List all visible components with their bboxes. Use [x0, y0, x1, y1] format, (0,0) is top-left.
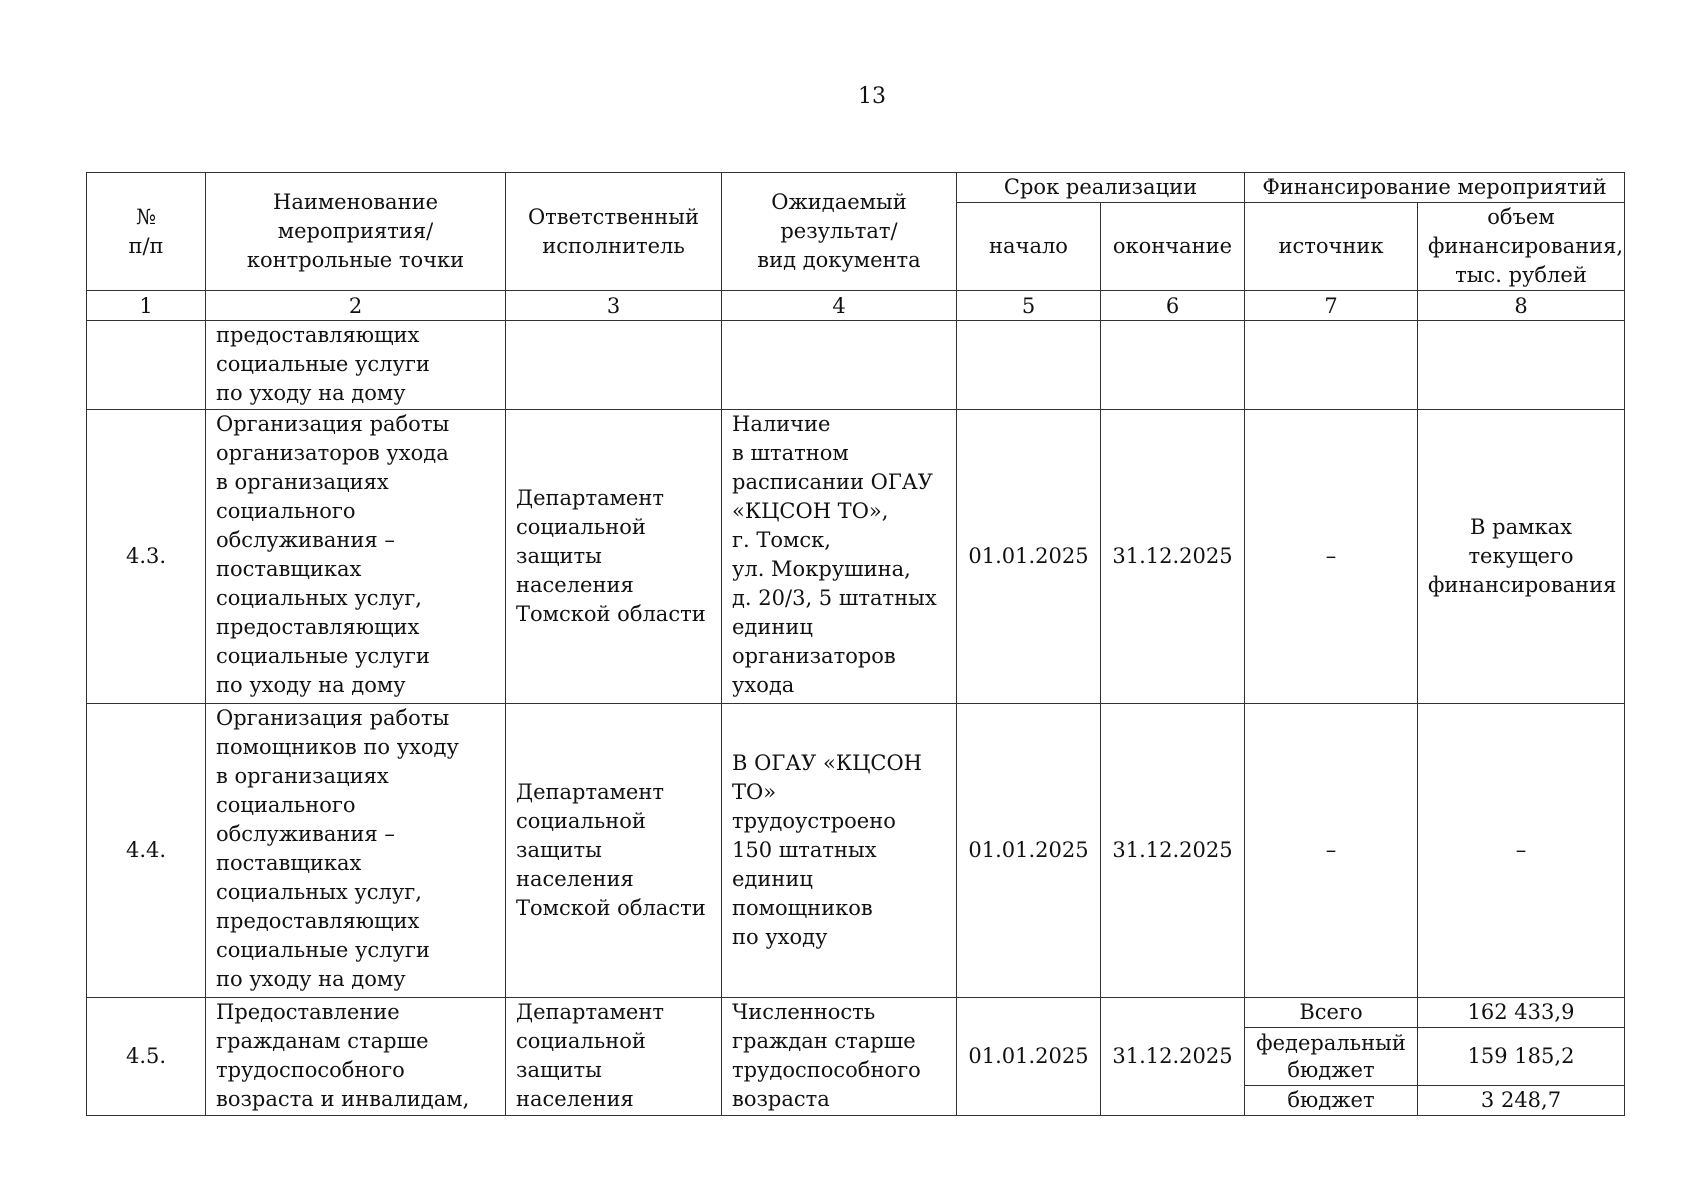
column-number: 3 [506, 291, 722, 321]
financing-source: федеральный бюджет [1245, 1028, 1418, 1086]
header-col-responsible: Ответственный исполнитель [506, 173, 722, 291]
row-result [722, 321, 957, 410]
row-responsible: Департамент социальной защиты населения Томской области [506, 410, 722, 704]
financing-volume: 3 248,7 [1418, 1086, 1625, 1116]
financing-volume: 159 185,2 [1418, 1028, 1625, 1086]
column-number: 5 [957, 291, 1101, 321]
header-col-name: Наименование мероприятия/ контрольные точки [206, 173, 506, 291]
row-number: 4.4. [87, 704, 206, 998]
table-row [87, 998, 1625, 1028]
header-group-financing: Финансирование мероприятий [1245, 173, 1625, 203]
table-row [87, 410, 1625, 704]
row-name: Организация работы организаторов ухода в организациях социального обслуживания – поставщиках социальных услуг, предоставляющих социальные услуги по уходу на дому [206, 410, 506, 704]
row-end: 31.12.2025 [1101, 704, 1245, 998]
row-volume: – [1418, 704, 1625, 998]
table-row [87, 321, 1625, 410]
row-source: – [1245, 410, 1418, 704]
financing-volume: 162 433,9 [1418, 998, 1625, 1028]
row-start [957, 321, 1101, 410]
header-group-term: Срок реализации [957, 173, 1245, 203]
row-end [1101, 321, 1245, 410]
header-row-1 [87, 173, 1625, 203]
activities-table [86, 172, 1625, 1116]
column-number: 8 [1418, 291, 1625, 321]
column-numbers-row [87, 291, 1625, 321]
header-col-end: окончание [1101, 203, 1245, 291]
header-col-volume: объем финансирования, тыс. рублей [1418, 203, 1625, 291]
header-col-source: источник [1245, 203, 1418, 291]
row-name: предоставляющих социальные услуги по уходу на дому [206, 321, 506, 410]
row-start: 01.01.2025 [957, 410, 1101, 704]
row-start: 01.01.2025 [957, 704, 1101, 998]
row-source: – [1245, 704, 1418, 998]
row-result: Численность граждан старше трудоспособного возраста [722, 998, 957, 1116]
column-number: 2 [206, 291, 506, 321]
header-col-result: Ожидаемый результат/ вид документа [722, 173, 957, 291]
row-result: Наличие в штатном расписании ОГАУ «КЦСОН ТО», г. Томск, ул. Мокрушина, д. 20/3, 5 штатных единиц организаторов ухода [722, 410, 957, 704]
row-source [1245, 321, 1418, 410]
row-name: Предоставление гражданам старше трудоспособного возраста и инвалидам, [206, 998, 506, 1116]
row-responsible: Департамент социальной защиты населения [506, 998, 722, 1116]
financing-source: Всего [1245, 998, 1418, 1028]
row-start: 01.01.2025 [957, 998, 1101, 1116]
row-responsible: Департамент социальной защиты населения Томской области [506, 704, 722, 998]
row-name: Организация работы помощников по уходу в организациях социального обслуживания – поставщиках социальных услуг, предоставляющих социальные услуги по уходу на дому [206, 704, 506, 998]
header-col-num: № п/п [87, 173, 206, 291]
column-number: 1 [87, 291, 206, 321]
row-responsible [506, 321, 722, 410]
row-end: 31.12.2025 [1101, 998, 1245, 1116]
header-col-start: начало [957, 203, 1101, 291]
row-result: В ОГАУ «КЦСОН ТО» трудоустроено 150 штатных единиц помощников по уходу [722, 704, 957, 998]
row-number [87, 321, 206, 410]
financing-source: бюджет [1245, 1086, 1418, 1116]
column-number: 6 [1101, 291, 1245, 321]
row-volume [1418, 321, 1625, 410]
row-number: 4.3. [87, 410, 206, 704]
page-number: 13 [858, 84, 886, 109]
row-volume: В рамках текущего финансирования [1418, 410, 1625, 704]
row-number: 4.5. [87, 998, 206, 1116]
row-end: 31.12.2025 [1101, 410, 1245, 704]
column-number: 7 [1245, 291, 1418, 321]
column-number: 4 [722, 291, 957, 321]
table-row [87, 704, 1625, 998]
